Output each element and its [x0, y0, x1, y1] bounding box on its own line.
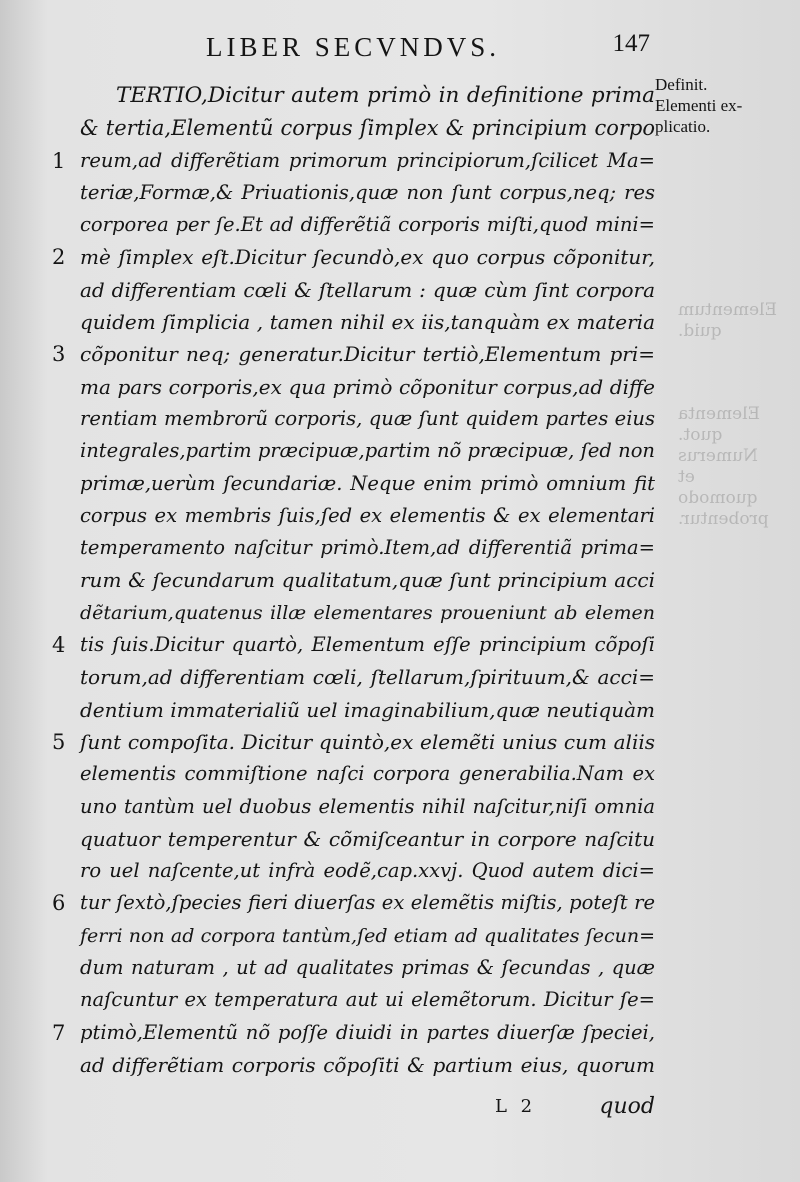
line-text: & tertia,Elementũ corpus ſimplex & principium corpo [80, 116, 655, 141]
text-line [80, 532, 655, 564]
text-line [80, 694, 655, 726]
marginal-note [655, 74, 795, 137]
text-line [80, 661, 655, 693]
text-line [52, 887, 655, 919]
text-line [52, 629, 655, 661]
text-line [80, 112, 655, 144]
line-text: rum & ſecundarum qualitatum,quæ ſunt principium acci [80, 568, 655, 593]
line-text: dentium immaterialiũ uel imaginabilium,quæ neutiquàm [80, 697, 655, 722]
line-text: dum naturam , ut ad qualitates primas & ſecundas , quæ [80, 956, 655, 980]
line-text: ad differẽtiam corporis cõpoſiti & partium eius, quorum [80, 1052, 655, 1077]
text-line [80, 435, 655, 467]
line-number: 7 [52, 1020, 66, 1045]
line-text: temperamento naſcitur primò.Item,ad differentiã prima= [80, 536, 655, 560]
text-line [80, 209, 655, 241]
text-line [80, 855, 655, 887]
line-number: 6 [52, 891, 66, 916]
text-line [80, 177, 655, 209]
text-line [80, 791, 655, 823]
page-footer [80, 1094, 655, 1126]
running-head: LIBER SECVNDVS. [206, 32, 501, 62]
text-line [80, 403, 655, 435]
text-line [80, 1049, 655, 1081]
bleed-through-text [678, 300, 778, 592]
text-line [80, 371, 655, 403]
line-text: dẽtarium,quatenus illæ elementares proueniunt ab elemen [80, 601, 655, 624]
bleed-through-item: Elementum quid. [678, 300, 777, 341]
text-line [80, 80, 655, 112]
line-text: teriæ,Formæ,& Priuationis,quæ non ſunt corpus,neq; res [80, 180, 655, 204]
marginal-note-line: Elementi ex- [655, 96, 743, 115]
line-text: corpus ex membris ſuis,ſed ex elementis & ex elementari [80, 503, 655, 527]
line-text: ſunt compoſita. Dicitur quintò,ex elemẽti unius cum aliis [80, 729, 655, 754]
line-text: ferri non ad corpora tantùm,ſed etiam ad qualitates ſecun= [80, 924, 655, 947]
marginal-note-line: plicatio. [655, 117, 711, 136]
text-line [52, 145, 655, 177]
line-text: torum,ad differentiam cœli, ſtellarum,ſpirituum,& acci= [80, 665, 655, 690]
text-line [80, 952, 655, 984]
text-line [52, 338, 655, 370]
line-text: ma pars corporis,ex qua primò cõponitur corpus,ad diffe [80, 374, 655, 399]
line-number: 3 [52, 342, 66, 367]
line-text: ad differentiam cœli & ſtellarum : quæ cùm ſint corpora [80, 277, 655, 302]
line-text: uno tantùm uel duobus elementis nihil naſcitur,niſi omnia [80, 794, 655, 818]
text-line [80, 984, 655, 1016]
text-line [80, 920, 655, 952]
text-line [80, 823, 655, 855]
text-line [52, 726, 655, 758]
line-text: tis ſuis.Dicitur quartò, Elementum eſſe principium cõpoſi [80, 633, 655, 657]
line-text: cõponitur neq; generatur.Dicitur tertiò,Elementum pri= [80, 342, 655, 367]
line-text: ro uel naſcente,ut infrà eodẽ,cap.xxvj. Quod autem dici= [80, 859, 655, 883]
line-text: quatuor temperentur & cõmiſceantur in corpore naſcitu [80, 826, 655, 851]
line-text: primæ,uerùm ſecundariæ. Neque enim primò omnium fit [80, 471, 655, 495]
marginal-note-line: Definit. [655, 75, 708, 94]
page-number: 147 [612, 30, 650, 57]
text-line [80, 468, 655, 500]
body-text [52, 80, 655, 1081]
line-text: elementis commiſtione naſci corpora generabilia.Nam ex [80, 762, 655, 786]
line-text: ptimò,Elementũ nõ poſſe diuidi in partes diuerſæ ſpeciei, [80, 1020, 655, 1044]
text-line [80, 758, 655, 790]
line-number: 4 [52, 633, 66, 658]
signature-mark: L 2 [495, 1096, 537, 1117]
line-text: tur ſextò,ſpecies fieri diuerſas ex elemẽtis miſtis, poteſt re [80, 891, 655, 915]
line-number: 1 [52, 148, 66, 173]
line-number: 5 [52, 729, 66, 754]
page-header [150, 32, 650, 68]
line-text: reum,ad differẽtiam primorum principiorum,ſcilicet Ma= [80, 148, 655, 172]
catchword: quod [599, 1094, 655, 1119]
text-line [52, 1017, 655, 1049]
line-text: quidem ſimplicia , tamen nihil ex iis,tanquàm ex materia [80, 310, 655, 335]
line-text: integrales,partim præcipuæ,partim nõ præcipuæ, ſed non [80, 439, 655, 463]
line-text: corporea per ſe.Et ad differẽtiã corporis miſti,quod mini= [80, 213, 655, 237]
text-line [80, 597, 655, 629]
text-line [80, 274, 655, 306]
bleed-through-item: Elementa quot. Numerus et quomodo probentur. [678, 404, 769, 529]
line-text: naſcuntur ex temperatura aut ui elemẽtorum. Dicitur ſe= [80, 988, 655, 1012]
text-line [80, 500, 655, 532]
text-line [80, 306, 655, 338]
line-text: rentiam membrorũ corporis, quæ ſunt quidem partes eius [80, 406, 655, 430]
text-line [80, 564, 655, 596]
text-line [52, 241, 655, 273]
line-text: mè ſimplex eſt.Dicitur ſecundò,ex quo corpus cõponitur, [80, 245, 655, 270]
line-number: 2 [52, 245, 66, 270]
line-text: TERTIO,Dicitur autem primò in definitione prima [116, 83, 655, 108]
